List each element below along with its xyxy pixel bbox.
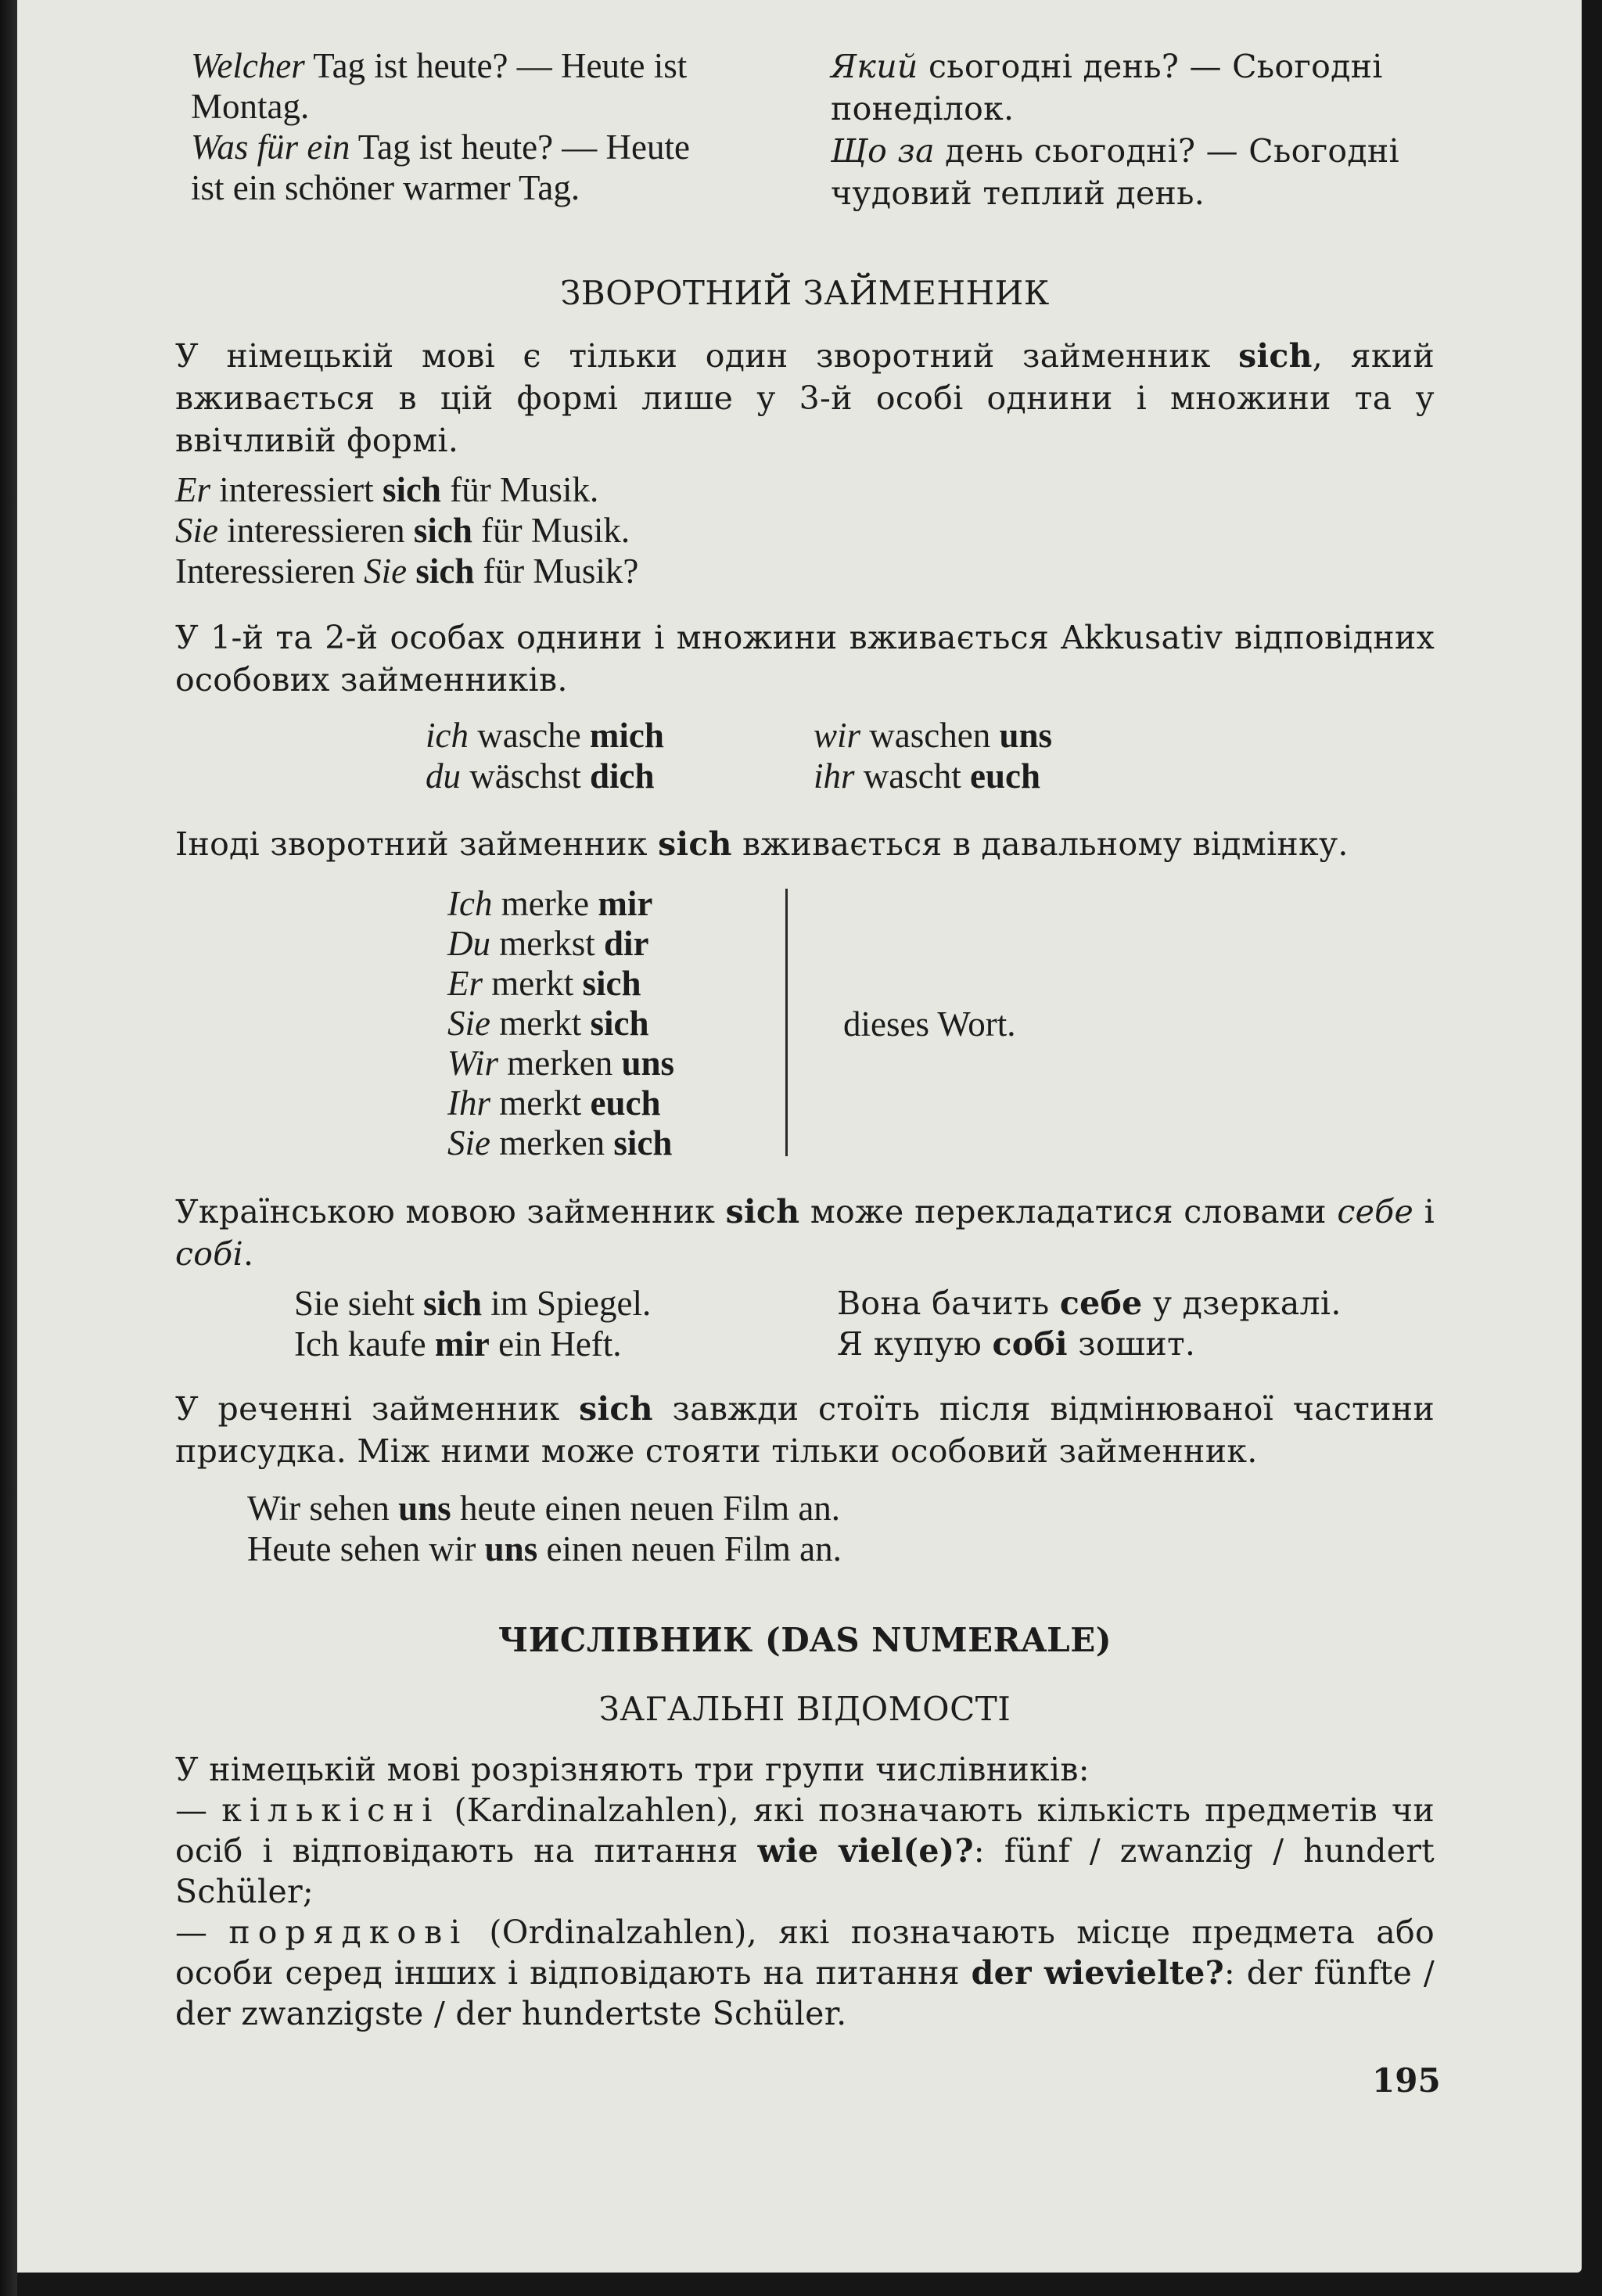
conjugation-row: ihr wascht euch (814, 756, 1040, 796)
conjugation-row: du wäschst dich (426, 756, 655, 796)
page-number: 195 (1372, 2061, 1441, 2100)
conjugation-row: Sie merkt sich (447, 1004, 649, 1043)
numeral-intro-line: У німецькій мові розрізняють три групи числівників: (175, 1751, 1090, 1788)
paragraph-reflexive-intro: У німецькій мові є тільки один зворотний займенник sich, який вживається в цій формі лише у 3-й особі однини і множини та у ввічливій формі. (175, 337, 1435, 459)
intro-german-line: Was für ein Tag ist heute? — Heute (191, 128, 691, 167)
example-line: Er interessiert sich für Musik. (175, 470, 599, 509)
bracket-divider-line (785, 889, 788, 1156)
numeral-ordinal-item: — порядкові (Ordinalzahlen), які позначають місце предмета або особи серед інших і відповідають на питання der wievielte?: der fünfte / der zwanzigste / der hundertste Schüler. (175, 1913, 1435, 2032)
paragraph-dativ: Іноді зворотний займенник sich вживається в давальному відмінку. (175, 825, 1349, 863)
paragraph-akkusativ: У 1-й та 2-й особах однини і множини вживається Akkusativ відповідних особових займенників. (175, 619, 1435, 699)
book-binding-edge (0, 0, 17, 2296)
conjugation-row: Wir merken uns (447, 1044, 675, 1083)
conjugation-row: ich wasche mich (426, 716, 664, 755)
example-line: Sie interessieren sich für Musik. (175, 511, 630, 550)
translation-ukrainian-column (837, 1283, 1431, 1364)
paragraph-word-order: У реченні займенник sich завжди стоїть після відмінюваної частини присудка. Між ними може стояти тільки особовий займенник. (175, 1390, 1435, 1470)
example-line: Wir sehen uns heute einen neuen Film an. (247, 1489, 841, 1528)
numeral-cardinal-item: — кількісні (Kardinalzahlen), які позначають кількість предметів чи осіб і відповідають на питання wie viel(e)?: fünf / zwanzig / hundert Schüler; (175, 1791, 1435, 1910)
subsection-heading-general: ЗАГАЛЬНІ ВІДОМОСТІ (598, 1690, 1011, 1728)
intro-ukrainian-line: Що за день сьогодні? — Сьогодні (831, 132, 1399, 170)
intro-german-line: ist ein schöner warmer Tag. (191, 168, 580, 207)
conjugation-row: Sie merken sich (447, 1123, 673, 1162)
dativ-object: dieses Wort. (843, 1004, 1016, 1044)
conjugation-row: Ich merke mir (447, 884, 653, 923)
conjugation-row: Er merkt sich (447, 964, 641, 1003)
akkusativ-plural-column (814, 715, 1173, 796)
translation-german-column (294, 1283, 842, 1364)
intro-ukrainian-line: Який сьогодні день? — Сьогодні (831, 48, 1383, 85)
translation-german-line: Ich kaufe mir ein Heft. (294, 1324, 622, 1364)
intro-ukrainian-line: понеділок. (831, 90, 1015, 128)
section-heading-reflexive: ЗВОРОТНИЙ ЗАЙМЕННИК (560, 274, 1050, 312)
example-line: Heute sehen wir uns einen neuen Film an. (247, 1529, 842, 1568)
conjugation-row: wir waschen uns (814, 716, 1053, 755)
intro-german-line: Welcher Tag ist heute? — Heute ist (191, 46, 688, 85)
paragraph-translation: Українською мовою займенник sich може перекладатися словами себе і собі. (175, 1193, 1435, 1273)
conjugation-row: Du merkst dir (447, 924, 649, 963)
akkusativ-singular-column (426, 715, 785, 796)
example-block-sich (175, 469, 1435, 591)
conjugation-row: Ihr merkt euch (447, 1083, 661, 1123)
section-heading-numeral: ЧИСЛІВНИК (DAS NUMERALE) (497, 1621, 1112, 1659)
example-line: Interessieren Sie sich für Musik? (175, 552, 639, 591)
intro-ukrainian-column (831, 45, 1441, 214)
translation-ukrainian-line: Я купую собі зошит. (837, 1325, 1196, 1363)
intro-german-line: Montag. (191, 87, 310, 126)
page-shadow-edge (1582, 0, 1602, 2296)
dativ-conjugation-column (447, 884, 776, 1163)
paragraph-numeral-groups (175, 1749, 1435, 2034)
translation-german-line: Sie sieht sich im Spiegel. (294, 1284, 652, 1323)
intro-ukrainian-line: чудовий теплий день. (831, 174, 1205, 212)
example-block-word-order (247, 1488, 1342, 1569)
translation-ukrainian-line: Вона бачить себе у дзеркалі. (837, 1285, 1342, 1322)
